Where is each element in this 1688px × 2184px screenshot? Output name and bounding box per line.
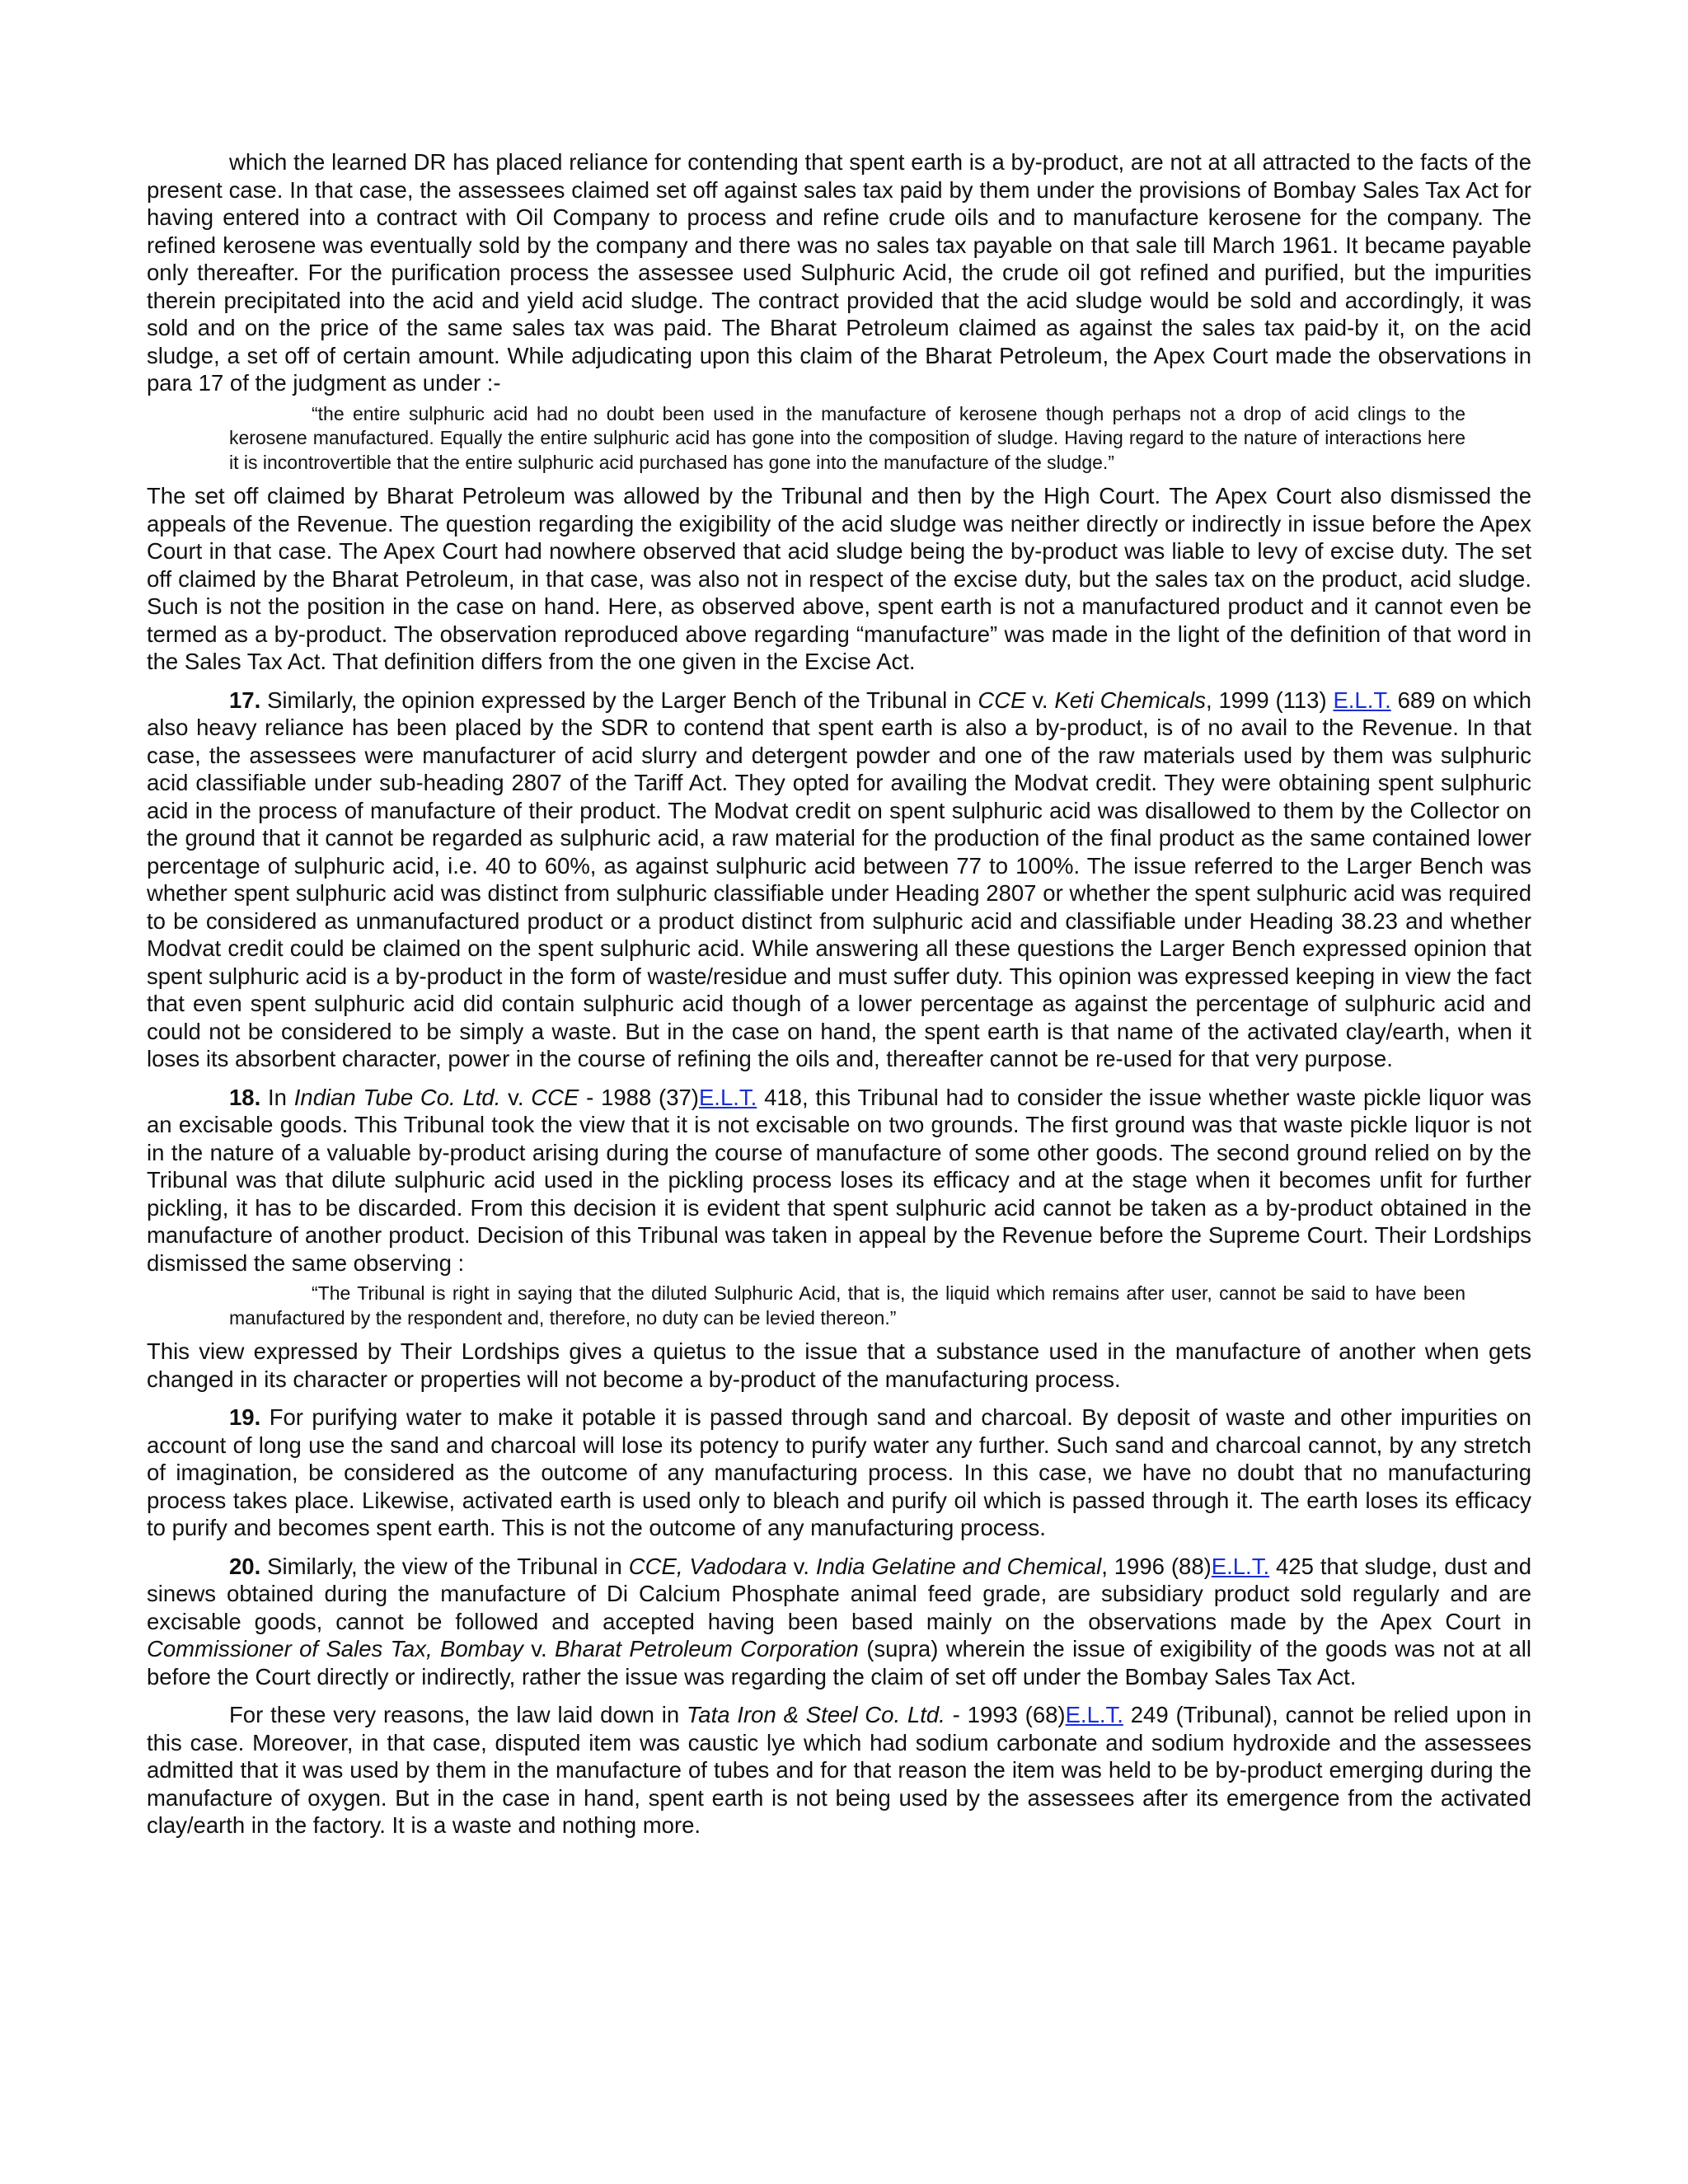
paragraph-text: 418, this Tribunal had to consider the issue whether waste pickle liquor was an excisable goods. This Tribunal took the view that it is not excisable on two grounds. The first ground was that waste pickle liquor is not in the nature of a valuable by-product arising during the course of manufacture of some other goods. The second ground relied on by the Tribunal was that dilute sulphuric acid used in the pickling process loses its efficacy and at the stage when it becomes unfit for further pickling, it has to be discarded. From this decision it is evident that spent sulphuric acid cannot be taken as a by-product obtained in the manufacture of another product. Decision of this Tribunal was taken in appeal by the Revenue before the Supreme Court. Their Lordships dismissed the same observing : bbox=[147, 1084, 1532, 1276]
case-party: Keti Chemicals bbox=[1054, 687, 1206, 713]
paragraph-set-off: The set off claimed by Bharat Petroleum was allowed by the Tribunal and then by the High Court. The Apex Court also dismissed the appeals of the Revenue. The question regarding the exigibility of the acid sludge was neither directly or indirectly in issue before the Apex Court in that case. The Apex Court had nowhere observed that acid sludge being the by-product was liable to levy of excise duty. The set off claimed by the Bharat Petroleum, in that case, was also not in respect of the excise duty, but the sales tax on the product, acid sludge. Such is not the position in the case on hand. Here, as observed above, spent earth is not a manufactured product and it cannot even be termed as a by-product. The observation reproduced above regarding “manufacture” was made in the light of the definition of that word in the Sales Tax Act. That definition differs from the one given in the Excise Act. bbox=[147, 483, 1531, 674]
paragraph-view: This view expressed by Their Lordships gives a quietus to the issue that a substance used in the manufacture of another when gets changed in its character or properties will not become a by-product of the manufacturing process. bbox=[147, 1338, 1531, 1392]
case-party: Bharat Petroleum Corporation bbox=[555, 1636, 859, 1661]
paragraph-number: 20. bbox=[229, 1553, 261, 1579]
paragraph-text: v. bbox=[500, 1084, 532, 1110]
quote-supreme-court: “The Tribunal is right in saying that the diluted Sulphuric Acid, that is, the liquid which remains after user, cannot be said to have been manufactured by the respondent and, therefore, no duty can be levied thereon.” bbox=[229, 1282, 1465, 1329]
paragraph-17 bbox=[147, 687, 1531, 1073]
paragraph-text: Similarly, the view of the Tribunal in bbox=[267, 1553, 629, 1579]
paragraph-text: v. bbox=[786, 1553, 816, 1579]
elt-citation-link[interactable]: E.L.T. bbox=[1333, 687, 1391, 713]
elt-citation-link[interactable]: E.L.T. bbox=[1065, 1702, 1123, 1727]
document-body bbox=[147, 148, 1531, 1840]
paragraph-20 bbox=[147, 1553, 1531, 1691]
paragraph-text: 249 (Tribunal), cannot be relied upon in this case. Moreover, in that case, disputed item was caustic lye which had sodium carbonate and sodium hydroxide and the assessees admitted that it was used by them in the manufacture of tubes and for that reason the item was held to be by-product emerging during the manufacture of oxygen. But in the case in hand, spent earth is not being used by the assessees after its emergence from the activated clay/earth in the factory. It is a waste and nothing more. bbox=[147, 1702, 1531, 1838]
paragraph-text: Similarly, the opinion expressed by the Larger Bench of the Tribunal in bbox=[267, 687, 978, 713]
quote-apex-court-para-17: “the entire sulphuric acid had no doubt been used in the manufacture of kerosene though perhaps not a drop of acid clings to the kerosene manufactured. Equally the entire sulphuric acid has gone into the composition of sludge. Having regard to the nature of interactions here it is incontrovertible that the entire sulphuric acid purchased has gone into the manufacture of the sludge.” bbox=[229, 402, 1465, 473]
paragraph-number: 18. bbox=[229, 1084, 261, 1110]
paragraph-text: v. bbox=[523, 1636, 556, 1661]
paragraph-intro: which the learned DR has placed reliance for contending that spent earth is a by-product, are not at all attracted to the facts of the present case. In that case, the assessees claimed set off against sales tax paid by them under the provisions of Bombay Sales Tax Act for having entered into a contract with Oil Company to process and refine crude oils and to manufacture kerosene for the company. The refined kerosene was eventually sold by the company and there was no sales tax payable on that sale till March 1961. It became payable only thereafter. For the purification process the assessee used Sulphuric Acid, the crude oil got refined and purified, but the impurities therein precipitated into the acid and yield acid sludge. The contract provided that the acid sludge would be sold and accordingly, it was sold and on the price of the same sales tax was paid. The Bharat Petroleum claimed as against the sales tax paid-by it, on the acid sludge, a set off of certain amount. While adjudicating upon this claim of the Bharat Petroleum, the Apex Court made the observations in para 17 of the judgment as under :- bbox=[147, 149, 1531, 396]
paragraph-19 bbox=[147, 1404, 1531, 1542]
case-party: India Gelatine and Chemical bbox=[815, 1553, 1102, 1579]
case-party: Indian Tube Co. Ltd. bbox=[293, 1084, 501, 1110]
paragraph-text: v. bbox=[1025, 687, 1055, 713]
case-party: CCE, Vadodara bbox=[628, 1553, 787, 1579]
paragraph-text: For these very reasons, the law laid down in bbox=[229, 1702, 687, 1727]
paragraph-number: 17. bbox=[229, 687, 261, 713]
paragraph-text: - 1988 (37) bbox=[579, 1084, 699, 1110]
paragraph-text: In bbox=[268, 1084, 294, 1110]
case-party: CCE bbox=[531, 1084, 579, 1110]
paragraph-text: 425 that sludge, dust and sinews obtained during the manufacture of Di Calcium Phosphate animal feed grade, are subsidiary product sold regularly and are excisable goods, cannot be followed and accepted having been based mainly on the observations made by the Apex Court in bbox=[147, 1553, 1532, 1634]
case-party: Tata Iron & Steel Co. Ltd. bbox=[687, 1702, 945, 1727]
paragraph-number: 19. bbox=[229, 1404, 261, 1430]
case-party: Commissioner of Sales Tax, Bombay bbox=[147, 1636, 523, 1661]
elt-citation-link[interactable]: E.L.T. bbox=[1211, 1553, 1270, 1579]
elt-citation-link[interactable]: E.L.T. bbox=[698, 1084, 757, 1110]
paragraph-text: , 1999 (113) bbox=[1205, 687, 1327, 713]
case-party: CCE bbox=[978, 687, 1026, 713]
paragraph-text: , 1996 (88) bbox=[1101, 1553, 1212, 1579]
paragraph-text: - 1993 (68) bbox=[945, 1702, 1066, 1727]
paragraph-text: (supra) wherein the issue of exigibility of the goods was not at all before the Court directly or indirectly, rather the issue was regarding the claim of set off under the Bombay Sales Tax Act. bbox=[147, 1636, 1531, 1690]
paragraph-text: 689 on which also heavy reliance has been placed by the SDR to contend that spent earth is also a by-product, is of no avail to the Revenue. In that case, the assessees were manufacturer of acid slurry and detergent powder and one of the raw materials used by them was sulphuric acid classifiable under sub-heading 2807 of the Tariff Act. They opted for availing the Modvat credit. They were obtaining spent sulphuric acid in the process of manufacture of their product. The Modvat credit on spent sulphuric acid was disallowed to them by the Collector on the ground that it cannot be regarded as sulphuric acid, a raw material for the production of the final product as the same contained lower percentage of sulphuric acid, i.e. 40 to 60%, as against sulphuric acid between 77 to 100%. The issue referred to the Larger Bench was whether spent sulphuric acid was distinct from sulphuric classifiable under Heading 2807 or whether the spent sulphuric acid was required to be considered as unmanufactured product or a product distinct from sulphuric acid and classifiable under Heading 38.23 and whether Modvat credit could be claimed on the spent sulphuric acid. While answering all these questions the Larger Bench expressed opinion that spent sulphuric acid is a by-product in the form of waste/residue and must suffer duty. This opinion was expressed keeping in view the fact that even spent sulphuric acid did contain sulphuric acid though of a lower percentage as against the percentage of sulphuric acid and could not be considered to be simply a waste. But in the case on hand, the spent earth is that name of the activated clay/earth, when it loses its absorbent character, power in the course of refining the oils and, thereafter cannot be re-used for that very purpose. bbox=[147, 687, 1531, 1071]
paragraph-text: For purifying water to make it potable it is passed through sand and charcoal. By deposit of waste and other impurities on account of long use the sand and charcoal will lose its potency to purify water any further. Such sand and charcoal cannot, by any stretch of imagination, be considered as the outcome of any manufacturing process. In this case, we have no doubt that no manufacturing process takes place. Likewise, activated earth is used only to bleach and purify oil which is passed through it. The earth loses its efficacy to purify and becomes spent earth. This is not the outcome of any manufacturing process. bbox=[147, 1404, 1532, 1540]
paragraph-18 bbox=[147, 1084, 1531, 1277]
paragraph-final bbox=[147, 1701, 1531, 1840]
